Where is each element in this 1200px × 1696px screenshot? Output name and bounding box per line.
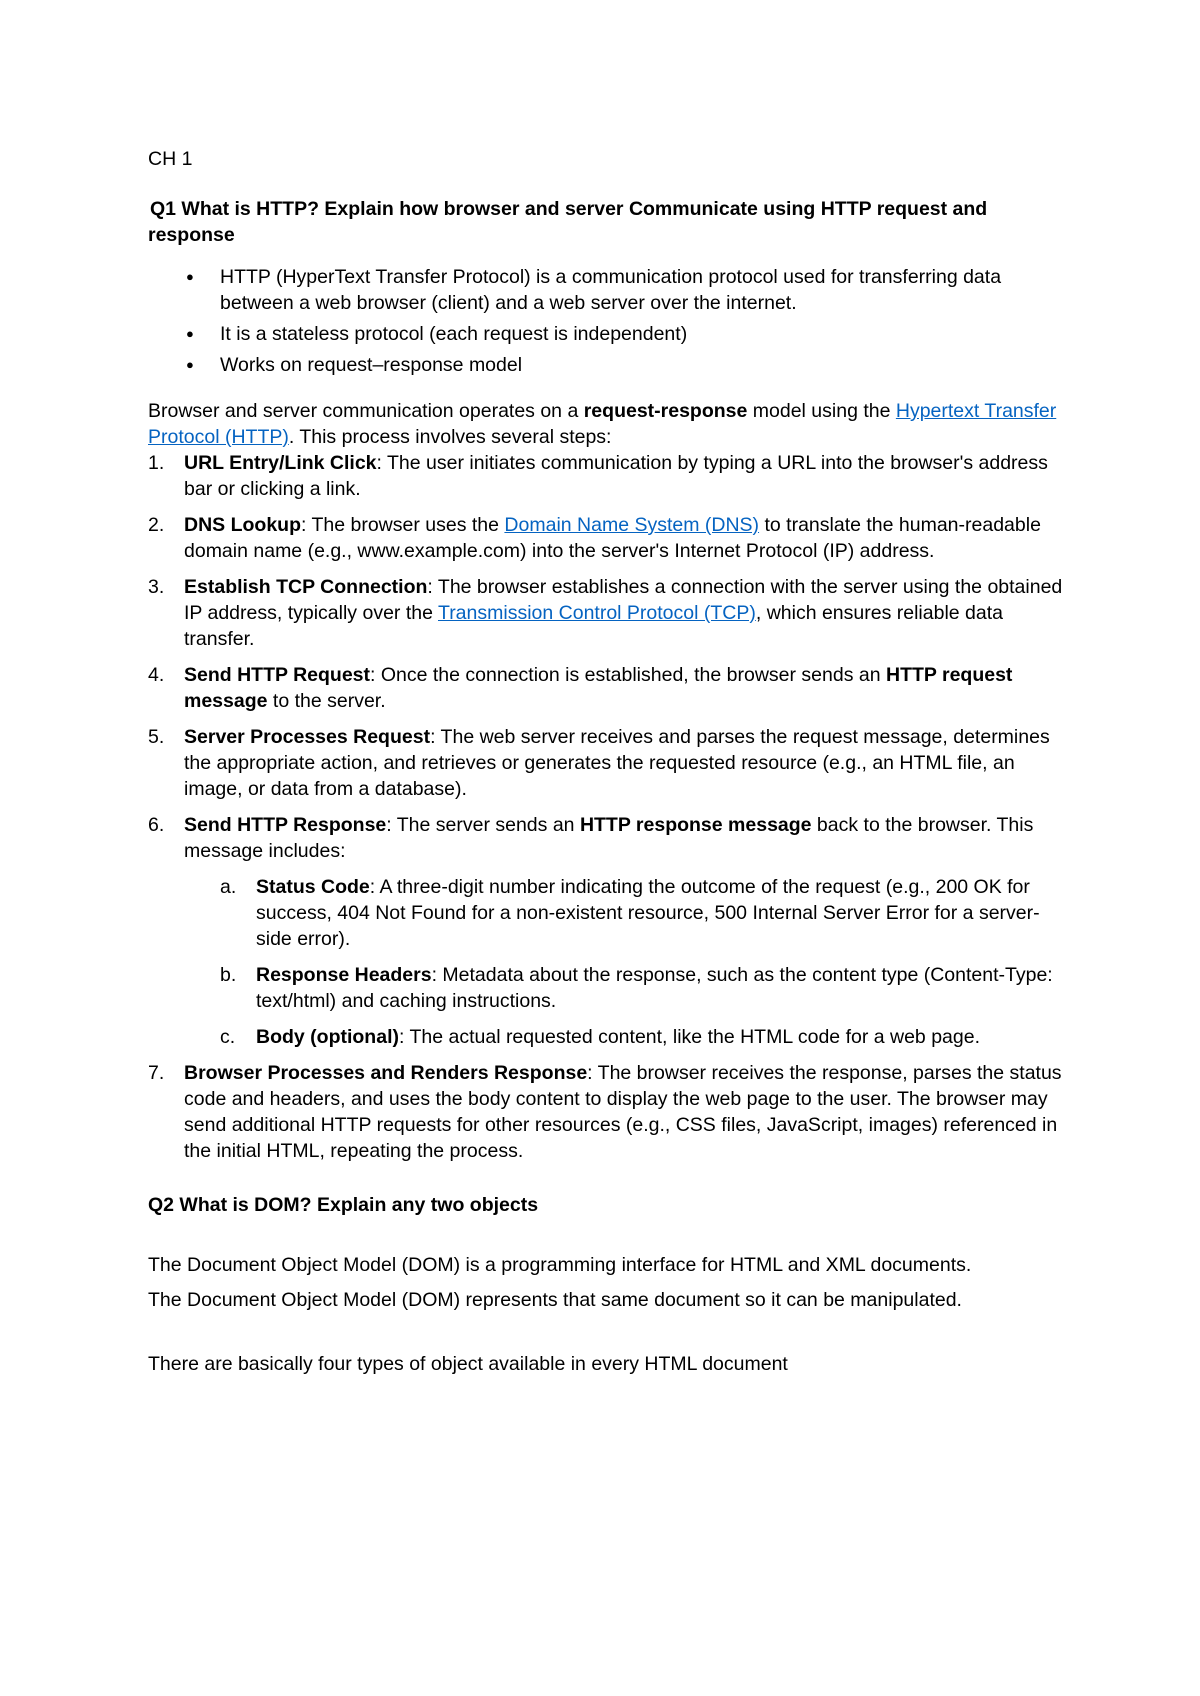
- sub-title: Body (optional): [256, 1026, 399, 1048]
- bullet-item: [148, 352, 1068, 378]
- step-number: 1.: [148, 452, 165, 474]
- step-text: : The user initiates communication by typing a URL into the browser's address bar or clicking a link.: [184, 452, 1048, 500]
- step-item: [148, 724, 1068, 802]
- sub-item: [184, 1024, 1068, 1050]
- document-content: [148, 146, 1068, 1377]
- step-item: [148, 574, 1068, 652]
- step-text: : The browser establishes a connection with the server using the obtained IP address, typically over the: [184, 576, 1063, 624]
- step-text: , which ensures reliable data transfer.: [184, 602, 1003, 650]
- step-title: Browser Processes and Renders Response: [184, 1062, 588, 1084]
- q1-bullet-list: [148, 264, 1068, 378]
- step-item: [148, 450, 1068, 502]
- dom-paragraph: There are basically four types of object available in every HTML document: [148, 1353, 788, 1375]
- step-number: 4.: [148, 664, 165, 686]
- sub-letter: b.: [220, 964, 237, 986]
- step-text: to the server.: [267, 690, 386, 712]
- step-item: [148, 1060, 1068, 1164]
- http-link[interactable]: Hypertext Transfer Protocol (HTTP): [148, 400, 1057, 448]
- response-parts-list: [184, 874, 1068, 1050]
- step-item: [148, 812, 1068, 1050]
- bullet-icon: ●: [186, 326, 194, 341]
- step-text: : The server sends an: [386, 814, 580, 836]
- bullet-icon: ●: [186, 357, 194, 372]
- step-text: : The browser receives the response, parses the status code and headers, and uses the body content to display the web page to the user. The browser may send additional HTTP requests for other resources (e.g., CSS files, JavaScript, images) referenced in the initial HTML, repeating the process.: [184, 1062, 1062, 1162]
- dns-link[interactable]: Domain Name System (DNS): [504, 514, 760, 536]
- intro-bold-text: request-response: [583, 400, 748, 422]
- bullet-icon: ●: [186, 269, 194, 284]
- step-title: Send HTTP Response: [184, 814, 387, 836]
- step-number: 6.: [148, 814, 165, 836]
- step-item: [148, 662, 1068, 714]
- bullet-text: It is a stateless protocol (each request is independent): [220, 323, 688, 345]
- sub-title: Response Headers: [256, 964, 432, 986]
- sub-item: [184, 962, 1068, 1014]
- bullet-item: [148, 321, 1068, 347]
- dom-paragraph: The Document Object Model (DOM) is a programming interface for HTML and XML documents.: [148, 1254, 972, 1276]
- bullet-item: [148, 264, 1068, 316]
- step-text: : Once the connection is established, the browser sends an: [370, 664, 886, 686]
- step-number: 2.: [148, 514, 165, 536]
- step-item: [148, 512, 1068, 564]
- step-bold-text: HTTP request message: [184, 664, 1013, 712]
- sub-text: : The actual requested content, like the HTML code for a web page.: [398, 1026, 980, 1048]
- step-title: DNS Lookup: [184, 514, 301, 536]
- intro-text: . This process involves several steps:: [288, 426, 612, 448]
- sub-text: : A three-digit number indicating the outcome of the request (e.g., 200 OK for success, 404 Not Found for a non-existent resource, 500 Internal Server Error for a server-side error).: [256, 876, 1040, 950]
- sub-text: : Metadata about the response, such as the content type (Content-Type: text/html) and caching instructions.: [256, 964, 1053, 1012]
- step-bold-text: HTTP response message: [579, 814, 812, 836]
- q2-heading: Q2 What is DOM? Explain any two objects: [148, 1194, 539, 1216]
- step-title: Establish TCP Connection: [184, 576, 428, 598]
- step-text: to translate the human-readable domain name (e.g., www.example.com) into the server's Internet Protocol (IP) address.: [184, 514, 1041, 562]
- step-title: URL Entry/Link Click: [184, 452, 377, 474]
- dom-paragraph: The Document Object Model (DOM) represents that same document so it can be manipulated.: [148, 1289, 962, 1311]
- sub-title: Status Code: [256, 876, 370, 898]
- step-title: Send HTTP Request: [184, 664, 371, 686]
- q1-heading: Q1 What is HTTP? Explain how browser and server Communicate using HTTP request and response: [148, 198, 988, 246]
- q1-steps-list: [148, 450, 1068, 1164]
- chapter-heading: CH 1: [148, 148, 193, 170]
- step-text: : The web server receives and parses the request message, determines the appropriate action, and retrieves or generates the requested resource (e.g., an HTML file, an image, or data from a database).: [184, 726, 1050, 800]
- sub-letter: c.: [220, 1026, 236, 1048]
- bullet-text: Works on request–response model: [220, 354, 523, 376]
- bullet-text: HTTP (HyperText Transfer Protocol) is a communication protocol used for transferring data between a web browser (client) and a web server over the internet.: [220, 266, 1002, 314]
- sub-letter: a.: [220, 876, 237, 898]
- step-text: : The browser uses the: [301, 514, 505, 536]
- step-number: 3.: [148, 576, 165, 598]
- intro-text: model using the: [747, 400, 896, 422]
- step-text: back to the browser. This message includes:: [184, 814, 1034, 862]
- intro-text: Browser and server communication operates on a: [148, 400, 584, 422]
- step-number: 7.: [148, 1062, 165, 1084]
- step-title: Server Processes Request: [184, 726, 431, 748]
- tcp-link[interactable]: Transmission Control Protocol (TCP): [438, 602, 756, 624]
- step-number: 5.: [148, 726, 165, 748]
- q1-intro-paragraph: [148, 398, 1068, 450]
- sub-item: [184, 874, 1068, 952]
